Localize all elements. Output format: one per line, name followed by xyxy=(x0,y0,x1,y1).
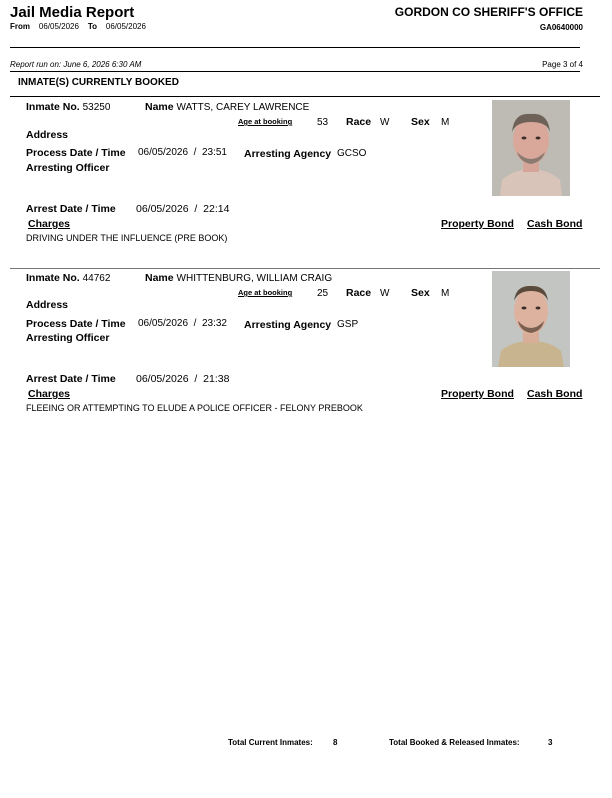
property-bond-label: Property Bond xyxy=(441,388,514,400)
total-booked-label: Total Booked & Released Inmates: xyxy=(389,738,520,747)
total-current-value: 8 xyxy=(333,738,338,747)
page-number: Page 3 of 4 xyxy=(542,60,583,69)
to-date: 06/05/2026 xyxy=(105,22,146,31)
charge-text: DRIVING UNDER THE INFLUENCE (PRE BOOK) xyxy=(26,233,228,243)
sex-value: M xyxy=(441,288,450,299)
process-dt-label: Process Date / Time xyxy=(26,318,126,330)
name-label: Name WHITTENBURG, WILLIAM CRAIG xyxy=(145,272,333,284)
date-range xyxy=(10,22,146,31)
from-label: From xyxy=(10,22,30,31)
mugshot-image xyxy=(492,100,570,196)
inmate-no: 53250 xyxy=(82,102,111,113)
address-label: Address xyxy=(26,299,69,311)
mugshot-photo xyxy=(492,100,570,196)
arresting-agency-value: GSP xyxy=(337,319,359,330)
report-run: Report run on: June 6, 2026 6:30 AM xyxy=(10,60,142,69)
sex-value: M xyxy=(441,117,450,128)
process-dt-value: 06/05/2026 / 23:32 xyxy=(138,318,227,329)
arrest-dt-value: 06/05/2026 / 21:38 xyxy=(136,373,230,385)
age-value: 53 xyxy=(317,117,329,128)
from-date: 06/05/2026 xyxy=(38,22,79,31)
race-label: Race xyxy=(346,287,372,299)
charge-text: FLEEING OR ATTEMPTING TO ELUDE A POLICE OFFICER - FELONY PREBOOK xyxy=(26,403,363,413)
total-current-label: Total Current Inmates: xyxy=(228,738,313,747)
header-divider xyxy=(10,47,580,48)
age-label: Age at booking xyxy=(238,117,293,126)
cash-bond-label: Cash Bond xyxy=(527,388,583,400)
arrest-dt-value: 06/05/2026 / 22:14 xyxy=(136,203,230,215)
charges-label: Charges xyxy=(28,218,71,230)
process-dt-label: Process Date / Time xyxy=(26,147,126,159)
arresting-agency-value: GCSO xyxy=(337,148,367,159)
mugshot-photo xyxy=(492,271,570,367)
total-booked-value: 3 xyxy=(548,738,553,747)
section-top-divider xyxy=(10,71,580,72)
arresting-agency-label: Arresting Agency xyxy=(244,148,332,160)
arrest-dt-label: Arrest Date / Time xyxy=(26,203,116,215)
age-label: Age at booking xyxy=(238,288,293,297)
process-dt-value: 06/05/2026 / 23:51 xyxy=(138,147,227,158)
inmate-name: WATTS, CAREY LAWRENCE xyxy=(176,102,310,113)
property-bond-label: Property Bond xyxy=(441,218,514,230)
arrest-dt-label: Arrest Date / Time xyxy=(26,373,116,385)
section-bottom-divider xyxy=(10,96,600,97)
inmate-no-label: Inmate No. 44762 xyxy=(26,272,111,284)
agency-code: GA0640000 xyxy=(539,23,583,32)
inmate-no-label: Inmate No. 53250 xyxy=(26,101,111,113)
cash-bond-label: Cash Bond xyxy=(527,218,583,230)
arresting-officer-label: Arresting Officer xyxy=(26,162,110,174)
report-title: Jail Media Report xyxy=(10,4,135,21)
inmate-name: WHITTENBURG, WILLIAM CRAIG xyxy=(176,273,333,284)
sex-label: Sex xyxy=(411,116,430,128)
inmate-no: 44762 xyxy=(82,273,111,284)
arresting-officer-label: Arresting Officer xyxy=(26,332,110,344)
charges-label: Charges xyxy=(28,388,71,400)
name-label: Name WATTS, CAREY LAWRENCE xyxy=(145,101,310,113)
to-label: To xyxy=(87,22,98,31)
age-value: 25 xyxy=(317,288,329,299)
agency-name: GORDON CO SHERIFF'S OFFICE xyxy=(394,5,583,19)
section-title: INMATE(S) CURRENTLY BOOKED xyxy=(18,77,179,88)
mugshot-image xyxy=(492,271,570,367)
race-value: W xyxy=(380,288,390,299)
arresting-agency-label: Arresting Agency xyxy=(244,319,332,331)
record-divider xyxy=(10,268,600,269)
race-label: Race xyxy=(346,116,372,128)
sex-label: Sex xyxy=(411,287,430,299)
race-value: W xyxy=(380,117,390,128)
address-label: Address xyxy=(26,129,69,141)
